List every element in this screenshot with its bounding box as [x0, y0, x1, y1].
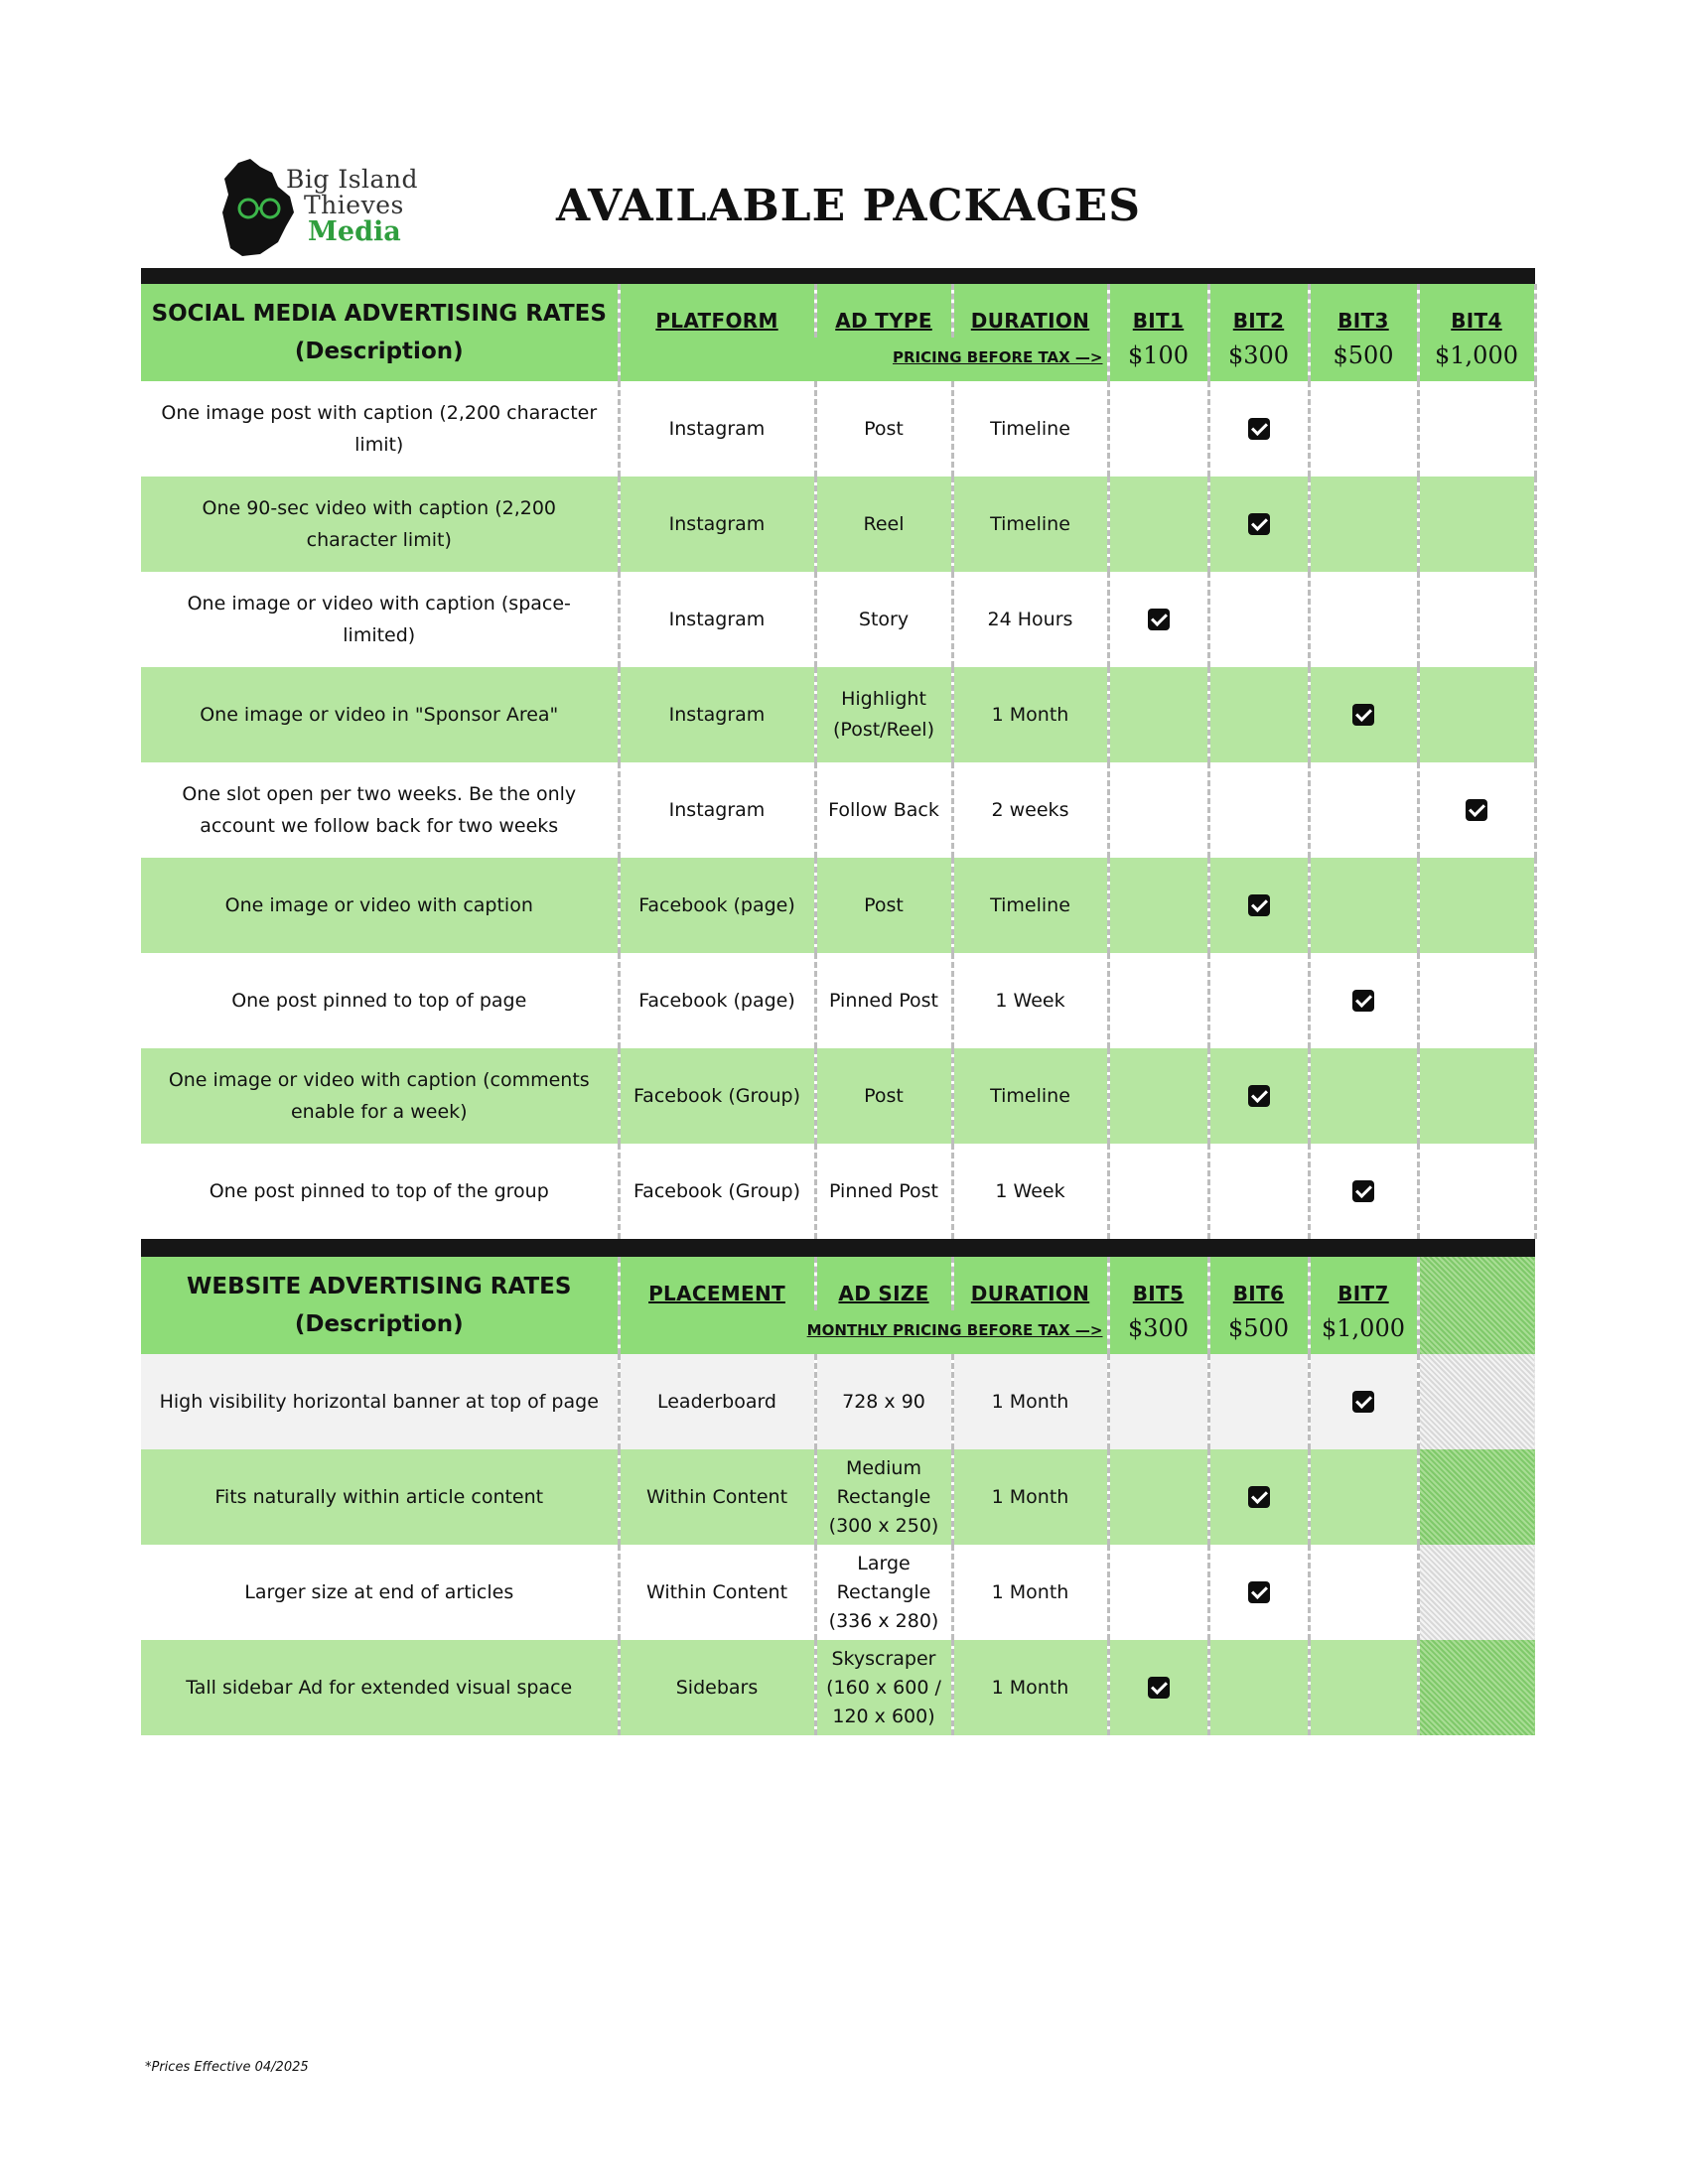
row-duration: 1 Month: [952, 1449, 1108, 1545]
row-ad-size: Large Rectangle (336 x 280): [815, 1545, 952, 1640]
pricing-label: MONTHLY PRICING BEFORE TAX —>: [619, 1310, 1108, 1354]
package-cell: [1108, 381, 1208, 477]
row-description: One post pinned to top of the group: [141, 1144, 619, 1239]
row-platform: Instagram: [619, 762, 815, 858]
checkbox-checked-icon: [1352, 990, 1374, 1012]
row-description: Fits naturally within article content: [141, 1449, 619, 1545]
row-platform: Facebook (page): [619, 953, 815, 1048]
table-row: [141, 667, 1535, 762]
row-platform: Facebook (Group): [619, 1048, 815, 1144]
row-description: One image or video in "Sponsor Area": [141, 667, 619, 762]
package-cell: [1309, 1048, 1418, 1144]
row-ad-type: Follow Back: [815, 762, 952, 858]
package-cell: [1309, 1144, 1418, 1239]
checkbox-checked-icon: [1248, 894, 1270, 916]
row-ad-type: Highlight (Post/Reel): [815, 667, 952, 762]
package-price: $100: [1108, 338, 1208, 381]
social-header: [141, 284, 619, 381]
package-cell: [1309, 953, 1418, 1048]
social-header-row: [141, 284, 1535, 338]
table-row: [141, 572, 1535, 667]
row-placement: Within Content: [619, 1449, 815, 1545]
package-cell: [1418, 1144, 1535, 1239]
empty-hatch-cell: [1418, 1449, 1535, 1545]
table-row: [141, 762, 1535, 858]
social-header-title: SOCIAL MEDIA ADVERTISING RATES: [151, 301, 607, 327]
table-row: [141, 1144, 1535, 1239]
website-section: [141, 1239, 1535, 1735]
row-ad-type: Post: [815, 1048, 952, 1144]
package-cell: [1418, 572, 1535, 667]
col-platform: PLATFORM: [619, 284, 815, 338]
package-cell: [1208, 858, 1309, 953]
package-cell: [1208, 762, 1309, 858]
package-cell: [1108, 1354, 1208, 1449]
row-description: One slot open per two weeks. Be the only account we follow back for two weeks: [141, 762, 619, 858]
checkbox-checked-icon: [1352, 1391, 1374, 1413]
col-ad-size: AD SIZE: [815, 1257, 952, 1310]
package-cell: [1108, 953, 1208, 1048]
table-row: [141, 1545, 1535, 1640]
table-row: [141, 1449, 1535, 1545]
package-cell: [1418, 477, 1535, 572]
package-cell: [1309, 1449, 1418, 1545]
package-cell: [1108, 1640, 1208, 1735]
package-price: $300: [1208, 338, 1309, 381]
table-row: [141, 953, 1535, 1048]
row-duration: 1 Week: [952, 1144, 1108, 1239]
website-header: [141, 1257, 619, 1354]
row-ad-size: 728 x 90: [815, 1354, 952, 1449]
col-ad-type: AD TYPE: [815, 284, 952, 338]
package-cell: [1208, 381, 1309, 477]
package-cell: [1208, 1048, 1309, 1144]
logo-line-1: Big Island: [286, 165, 419, 194]
table-row: [141, 1354, 1535, 1449]
row-duration: 1 Week: [952, 953, 1108, 1048]
package-cell: [1208, 1354, 1309, 1449]
col-package: BIT4: [1418, 284, 1535, 338]
logo-line-2: Thieves: [304, 191, 404, 219]
package-price: $1,000: [1418, 338, 1535, 381]
checkbox-checked-icon: [1248, 418, 1270, 440]
row-description: One 90-sec video with caption (2,200 character limit): [141, 477, 619, 572]
row-duration: 1 Month: [952, 1640, 1108, 1735]
row-duration: Timeline: [952, 858, 1108, 953]
row-ad-type: Pinned Post: [815, 953, 952, 1048]
logo: [220, 157, 439, 260]
row-ad-type: Post: [815, 381, 952, 477]
package-cell: [1108, 858, 1208, 953]
package-cell: [1108, 1449, 1208, 1545]
table-row: [141, 381, 1535, 477]
package-cell: [1108, 762, 1208, 858]
empty-hatch-cell: [1418, 1354, 1535, 1449]
package-cell: [1108, 1144, 1208, 1239]
website-header-subtitle: (Description): [294, 1311, 464, 1337]
package-cell: [1309, 1545, 1418, 1640]
row-ad-size: Skyscraper (160 x 600 / 120 x 600): [815, 1640, 952, 1735]
col-duration: DURATION: [952, 1257, 1108, 1310]
package-cell: [1108, 477, 1208, 572]
checkbox-checked-icon: [1466, 799, 1487, 821]
package-price: $500: [1309, 338, 1418, 381]
package-cell: [1208, 667, 1309, 762]
package-cell: [1418, 858, 1535, 953]
checkbox-checked-icon: [1352, 1180, 1374, 1202]
col-placement: PLACEMENT: [619, 1257, 815, 1310]
row-platform: Instagram: [619, 572, 815, 667]
footnote: *Prices Effective 04/2025: [145, 2060, 309, 2075]
col-package: BIT5: [1108, 1257, 1208, 1310]
row-duration: 2 weeks: [952, 762, 1108, 858]
pricing-label: PRICING BEFORE TAX —>: [619, 338, 1108, 381]
row-ad-size: Medium Rectangle (300 x 250): [815, 1449, 952, 1545]
empty-hatch-cell: [1418, 1257, 1535, 1354]
row-platform: Instagram: [619, 667, 815, 762]
package-cell: [1108, 667, 1208, 762]
social-section: [141, 268, 1535, 1239]
checkbox-checked-icon: [1248, 1085, 1270, 1107]
checkbox-checked-icon: [1352, 704, 1374, 726]
package-cell: [1309, 1640, 1418, 1735]
row-duration: Timeline: [952, 1048, 1108, 1144]
checkbox-checked-icon: [1248, 1486, 1270, 1508]
package-cell: [1309, 762, 1418, 858]
package-cell: [1418, 667, 1535, 762]
row-ad-type: Story: [815, 572, 952, 667]
package-cell: [1108, 1545, 1208, 1640]
package-cell: [1208, 953, 1309, 1048]
row-description: One image or video with caption: [141, 858, 619, 953]
package-cell: [1418, 1048, 1535, 1144]
checkbox-checked-icon: [1148, 1677, 1170, 1699]
table-row: [141, 1640, 1535, 1735]
row-description: One post pinned to top of page: [141, 953, 619, 1048]
package-price: $1,000: [1309, 1310, 1418, 1354]
row-duration: 24 Hours: [952, 572, 1108, 667]
package-cell: [1309, 858, 1418, 953]
package-cell: [1208, 477, 1309, 572]
rates-table: [141, 268, 1537, 1735]
empty-hatch-cell: [1418, 1640, 1535, 1735]
package-cell: [1418, 953, 1535, 1048]
package-price: $300: [1108, 1310, 1208, 1354]
logo-line-3: Media: [308, 216, 401, 247]
package-price: $500: [1208, 1310, 1309, 1354]
empty-hatch-cell: [1418, 1545, 1535, 1640]
page-title: AVAILABLE PACKAGES: [556, 181, 1141, 231]
package-cell: [1108, 1048, 1208, 1144]
row-duration: 1 Month: [952, 667, 1108, 762]
package-cell: [1208, 1640, 1309, 1735]
row-platform: Facebook (page): [619, 858, 815, 953]
row-placement: Sidebars: [619, 1640, 815, 1735]
row-ad-type: Pinned Post: [815, 1144, 952, 1239]
table-row: [141, 1048, 1535, 1144]
row-platform: Facebook (Group): [619, 1144, 815, 1239]
row-platform: Instagram: [619, 477, 815, 572]
table-row: [141, 477, 1535, 572]
row-duration: 1 Month: [952, 1354, 1108, 1449]
package-cell: [1309, 477, 1418, 572]
package-cell: [1309, 381, 1418, 477]
package-cell: [1418, 381, 1535, 477]
website-header-title: WEBSITE ADVERTISING RATES: [187, 1274, 572, 1299]
row-placement: Leaderboard: [619, 1354, 815, 1449]
package-cell: [1309, 1354, 1418, 1449]
checkbox-checked-icon: [1248, 513, 1270, 535]
col-package: BIT3: [1309, 284, 1418, 338]
table-row: [141, 858, 1535, 953]
row-duration: Timeline: [952, 477, 1108, 572]
package-cell: [1108, 572, 1208, 667]
col-package: BIT2: [1208, 284, 1309, 338]
col-package: BIT6: [1208, 1257, 1309, 1310]
row-description: One image or video with caption (comments enable for a week): [141, 1048, 619, 1144]
package-cell: [1208, 572, 1309, 667]
row-description: One image post with caption (2,200 character limit): [141, 381, 619, 477]
row-ad-type: Post: [815, 858, 952, 953]
col-duration: DURATION: [952, 284, 1108, 338]
row-description: Tall sidebar Ad for extended visual space: [141, 1640, 619, 1735]
package-cell: [1309, 667, 1418, 762]
row-description: High visibility horizontal banner at top of page: [141, 1354, 619, 1449]
package-cell: [1208, 1144, 1309, 1239]
col-package: BIT1: [1108, 284, 1208, 338]
package-cell: [1208, 1545, 1309, 1640]
row-duration: Timeline: [952, 381, 1108, 477]
checkbox-checked-icon: [1248, 1581, 1270, 1603]
row-placement: Within Content: [619, 1545, 815, 1640]
row-description: One image or video with caption (space-limited): [141, 572, 619, 667]
col-package: BIT7: [1309, 1257, 1418, 1310]
row-duration: 1 Month: [952, 1545, 1108, 1640]
package-cell: [1208, 1449, 1309, 1545]
checkbox-checked-icon: [1148, 609, 1170, 630]
row-description: Larger size at end of articles: [141, 1545, 619, 1640]
row-ad-type: Reel: [815, 477, 952, 572]
row-platform: Instagram: [619, 381, 815, 477]
website-header-row: [141, 1257, 1535, 1310]
package-cell: [1418, 762, 1535, 858]
package-cell: [1309, 572, 1418, 667]
social-header-subtitle: (Description): [294, 339, 464, 364]
